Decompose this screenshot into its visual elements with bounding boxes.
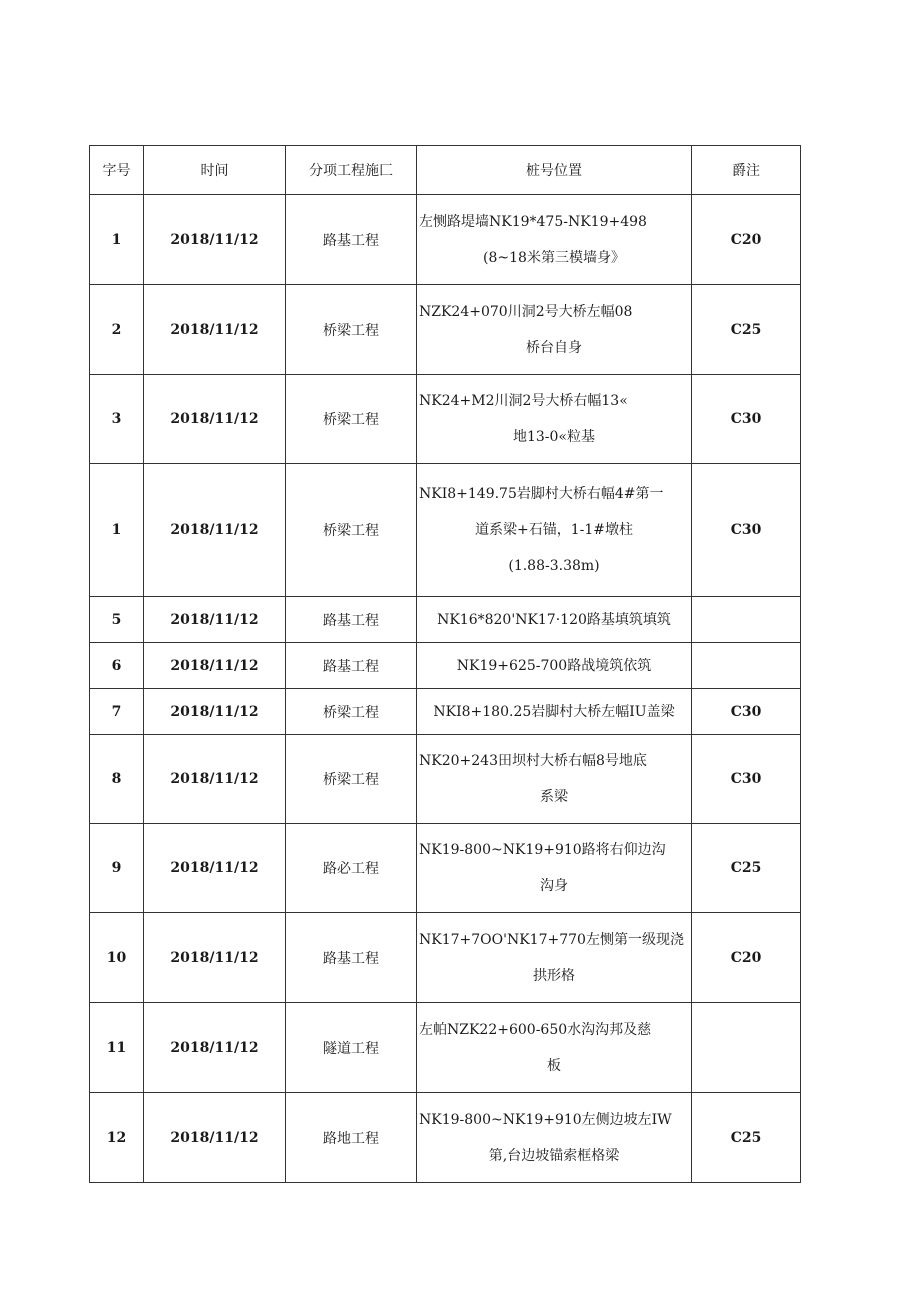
cell-type: 路基工程 [286, 597, 417, 643]
cell-location [417, 464, 692, 597]
cell-no: 9 [90, 824, 144, 913]
location-line: 第,台边坡锚索框格梁 [488, 1147, 620, 1164]
cell-no: 11 [90, 1003, 144, 1093]
header-no: 字号 [90, 146, 144, 195]
cell-no: 12 [90, 1093, 144, 1183]
table-row [90, 913, 801, 1003]
cell-location [417, 689, 692, 735]
cell-no: 7 [90, 689, 144, 735]
cell-note [692, 1003, 801, 1093]
cell-type: 桥梁工程 [286, 689, 417, 735]
location-line: (1.88-3.38m) [508, 558, 600, 574]
table-row [90, 689, 801, 735]
location-line: NZK24+070川洞2号大桥左幅08 [419, 303, 633, 320]
cell-note [692, 643, 801, 689]
cell-type: 桥梁工程 [286, 285, 417, 375]
location-line: 地13-0«粒基 [512, 429, 596, 445]
cell-note: C25 [692, 285, 801, 375]
location-line: NK20+243田坝村大桥右幅8号地底 [419, 753, 647, 769]
cell-no: 6 [90, 643, 144, 689]
location-line: NK19-800~NK19+910路将右仰边沟 [419, 842, 666, 858]
cell-date: 2018/11/12 [144, 195, 286, 285]
header-location: 桩号位置 [417, 146, 692, 195]
location-line: 道系梁+石锚，1-1#墩柱 [474, 522, 633, 538]
cell-note: C30 [692, 464, 801, 597]
cell-date: 2018/11/12 [144, 1093, 286, 1183]
cell-location [417, 913, 692, 1003]
cell-note: C30 [692, 375, 801, 464]
location-line: 板 [547, 1057, 561, 1074]
construction-table [89, 145, 801, 1183]
table-row [90, 643, 801, 689]
table-row [90, 735, 801, 824]
location-line: 沟身 [540, 878, 568, 894]
table-row [90, 375, 801, 464]
location-line: NK24+M2川洞2号大桥右幅13« [419, 393, 628, 409]
header-date: 时间 [144, 146, 286, 195]
table-row [90, 1093, 801, 1183]
cell-note: C25 [692, 824, 801, 913]
cell-location [417, 597, 692, 643]
cell-no: 10 [90, 913, 144, 1003]
cell-location [417, 1003, 692, 1093]
header-row [90, 146, 801, 195]
location-line: NKI8+180.25岩脚村大桥左幅IU盖梁 [433, 703, 675, 720]
location-line: NK19+625-700路战境筑依筑 [456, 657, 652, 674]
cell-date: 2018/11/12 [144, 464, 286, 597]
table-row [90, 285, 801, 375]
cell-date: 2018/11/12 [144, 1003, 286, 1093]
cell-date: 2018/11/12 [144, 689, 286, 735]
cell-type: 路地工程 [286, 1093, 417, 1183]
cell-date: 2018/11/12 [144, 597, 286, 643]
cell-note: C30 [692, 735, 801, 824]
cell-date: 2018/11/12 [144, 735, 286, 824]
cell-type: 桥梁工程 [286, 735, 417, 824]
cell-no: 8 [90, 735, 144, 824]
cell-date: 2018/11/12 [144, 824, 286, 913]
cell-location [417, 643, 692, 689]
table-row [90, 464, 801, 597]
location-line: 左帕NZK22+600-650水沟沟邦及慈 [419, 1021, 652, 1038]
location-line: NK19-800~NK19+910左侧边坡左IW [419, 1111, 672, 1128]
location-line: 左恻路堤墙NK19*475-NK19+498 [419, 213, 647, 230]
cell-location [417, 1093, 692, 1183]
cell-note: C25 [692, 1093, 801, 1183]
header-type: 分项工程施匚 [286, 146, 417, 195]
location-line: 系梁 [540, 789, 568, 805]
location-line: 拱形格 [533, 967, 575, 984]
cell-no: 5 [90, 597, 144, 643]
cell-no: 3 [90, 375, 144, 464]
cell-note: C20 [692, 913, 801, 1003]
cell-location [417, 375, 692, 464]
cell-location [417, 195, 692, 285]
table-row [90, 1003, 801, 1093]
location-line: 桥台自身 [526, 339, 582, 356]
cell-location [417, 824, 692, 913]
cell-location [417, 285, 692, 375]
cell-type: 桥梁工程 [286, 464, 417, 597]
cell-no: 1 [90, 195, 144, 285]
cell-date: 2018/11/12 [144, 375, 286, 464]
cell-date: 2018/11/12 [144, 913, 286, 1003]
cell-type: 路必工程 [286, 824, 417, 913]
cell-location [417, 735, 692, 824]
cell-no: 1 [90, 464, 144, 597]
cell-date: 2018/11/12 [144, 285, 286, 375]
table-row [90, 824, 801, 913]
cell-note: C20 [692, 195, 801, 285]
location-line: NK17+7OO'NK17+770左恻第一级现浇 [419, 931, 684, 948]
cell-type: 路基工程 [286, 643, 417, 689]
cell-type: 路基工程 [286, 913, 417, 1003]
table-row [90, 195, 801, 285]
cell-no: 2 [90, 285, 144, 375]
cell-date: 2018/11/12 [144, 643, 286, 689]
location-line: (8~18米第三模墙身》 [483, 249, 625, 266]
location-line: NKI8+149.75岩脚村大桥右幅4#第一 [419, 486, 664, 502]
cell-note: C30 [692, 689, 801, 735]
header-note: 爵注 [692, 146, 801, 195]
cell-type: 隧道工程 [286, 1003, 417, 1093]
cell-type: 路基工程 [286, 195, 417, 285]
location-line: NK16*820'NK17·120路基填筑填筑 [437, 611, 671, 628]
cell-type: 桥梁工程 [286, 375, 417, 464]
table-row [90, 597, 801, 643]
cell-note [692, 597, 801, 643]
